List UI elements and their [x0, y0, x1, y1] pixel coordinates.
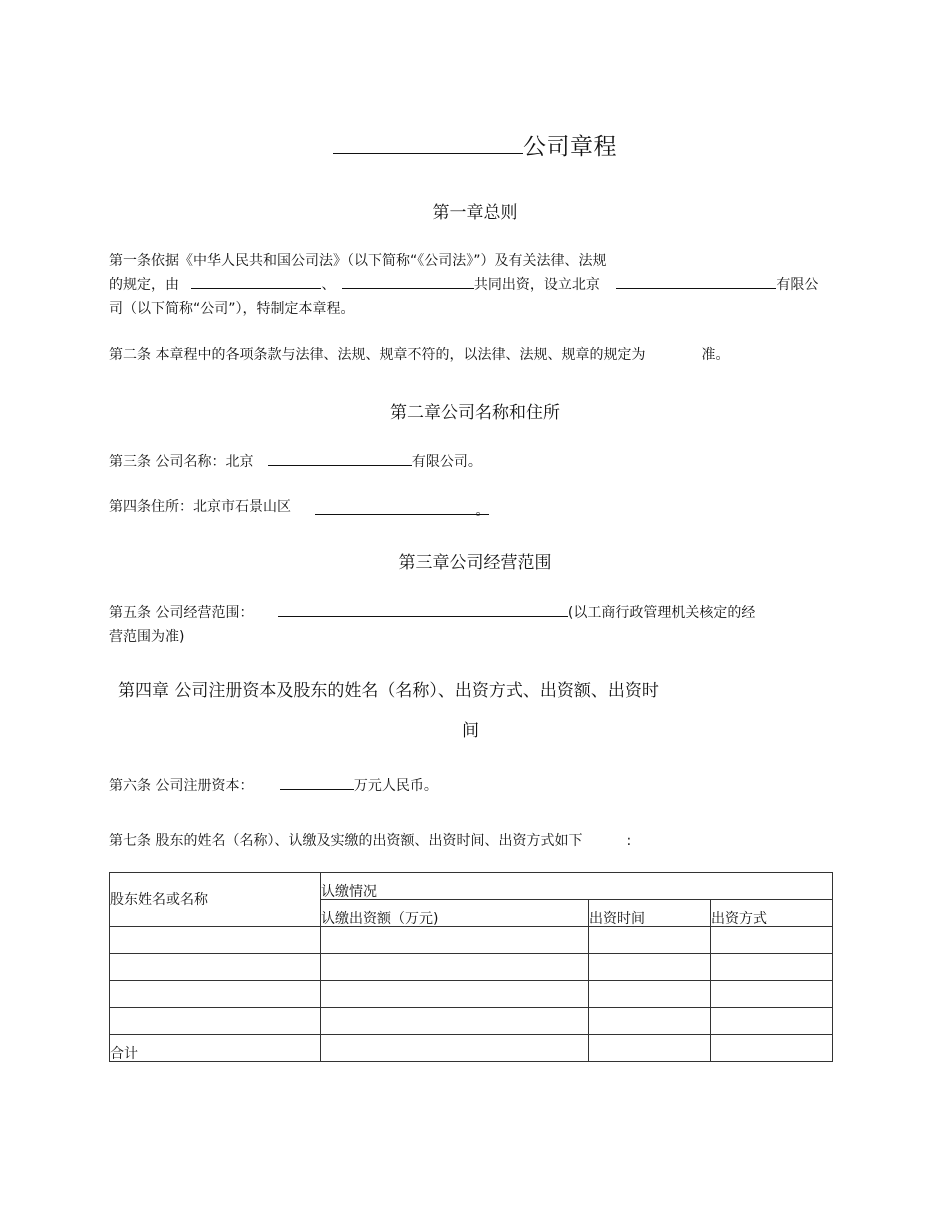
chapter-3-heading: 第三章公司经营范围	[398, 553, 552, 573]
header-contribution-method: 出资方式	[711, 900, 833, 927]
company-name-blank[interactable]	[333, 135, 523, 154]
article-6-prefix: 第六条 公司注册资本：	[109, 778, 254, 794]
article-1-line-2	[109, 274, 818, 294]
table-row	[110, 1008, 833, 1035]
shareholder-1-blank[interactable]	[191, 274, 321, 289]
shareholder-2-blank[interactable]	[342, 274, 474, 289]
cell-method[interactable]	[711, 954, 833, 981]
cell-name[interactable]	[110, 981, 321, 1008]
address-blank[interactable]	[315, 499, 490, 519]
cell-name[interactable]	[110, 927, 321, 954]
cell-time[interactable]	[589, 1008, 711, 1035]
article-3-prefix: 第三条 公司名称：北京	[109, 454, 254, 470]
chapter-1-heading: 第一章总则	[432, 203, 518, 223]
article-1-text-a: 的规定，由	[109, 277, 179, 293]
total-method[interactable]	[711, 1035, 833, 1062]
article-5-prefix: 第五条 公司经营范围：	[109, 605, 254, 621]
total-time[interactable]	[589, 1035, 711, 1062]
header-subscribed-amount: 认缴出资额（万元)	[321, 900, 589, 927]
chapter-4-heading-line-1: 第四章 公司注册资本及股东的姓名（名称）、出资方式、出资额、出资时	[118, 681, 659, 701]
header-shareholder-name: 股东姓名或名称	[110, 873, 321, 927]
article-1-line-3: 司（以下简称“公司”），特制定本章程。	[109, 301, 355, 317]
cell-method[interactable]	[711, 927, 833, 954]
article-5-line-1	[109, 602, 755, 622]
article-4-suffix: 。	[475, 503, 490, 519]
cell-amount[interactable]	[321, 981, 589, 1008]
table-row	[110, 927, 833, 954]
article-1-separator: 、	[321, 277, 336, 293]
company-name-blank-2[interactable]	[616, 274, 776, 289]
cell-amount[interactable]	[321, 954, 589, 981]
cell-method[interactable]	[711, 981, 833, 1008]
table-row	[110, 981, 833, 1008]
article-7-text: 第七条 股东的姓名（名称）、认缴及实缴的出资额、出资时间、出资方式如下	[109, 833, 583, 849]
article-6	[109, 775, 438, 795]
cell-time[interactable]	[589, 981, 711, 1008]
article-3	[109, 451, 482, 471]
article-3-suffix: 有限公司。	[411, 454, 482, 470]
cell-name[interactable]	[110, 954, 321, 981]
article-2	[109, 344, 729, 364]
article-4-prefix: 第四条住所：北京市石景山区	[109, 499, 291, 515]
article-6-suffix: 万元人民币。	[353, 778, 438, 794]
article-1-line-1: 第一条依据《中华人民共和国公司法》（以下简称“《公司法》”）及有关法律、法规	[109, 253, 607, 269]
article-5-line-2: 营范围为准)	[109, 629, 185, 645]
header-contribution-time: 出资时间	[589, 900, 711, 927]
cell-method[interactable]	[711, 1008, 833, 1035]
chapter-2-heading: 第二章公司名称和住所	[390, 403, 560, 423]
company-name-blank-3[interactable]	[268, 451, 412, 466]
article-2-text: 第二条 本章程中的各项条款与法律、法规、规章不符的，以法律、法规、规章的规定为	[109, 347, 646, 363]
title-text: 公司章程	[523, 134, 617, 160]
cell-name[interactable]	[110, 1008, 321, 1035]
article-7-end: :	[626, 833, 632, 849]
cell-amount[interactable]	[321, 1008, 589, 1035]
table-header-row-1	[110, 873, 833, 900]
table-total-row	[110, 1035, 833, 1062]
registered-capital-blank[interactable]	[280, 775, 354, 790]
cell-amount[interactable]	[321, 927, 589, 954]
article-5-suffix: (以工商行政管理机关核定的经	[567, 605, 756, 621]
cell-time[interactable]	[589, 954, 711, 981]
article-4	[109, 496, 490, 519]
article-1-text-b: 共同出资，设立北京	[473, 277, 600, 293]
total-amount[interactable]	[321, 1035, 589, 1062]
document-title	[0, 128, 950, 161]
article-1-text-c: 有限公	[776, 277, 819, 293]
total-label: 合计	[110, 1035, 321, 1062]
header-subscription: 认缴情况	[321, 873, 833, 900]
chapter-4-heading-line-2: 间	[462, 721, 479, 741]
table-row	[110, 954, 833, 981]
shareholder-table	[109, 872, 833, 1062]
business-scope-blank[interactable]	[278, 602, 568, 617]
article-2-end: 准。	[701, 347, 730, 363]
cell-time[interactable]	[589, 927, 711, 954]
article-7	[109, 830, 631, 850]
